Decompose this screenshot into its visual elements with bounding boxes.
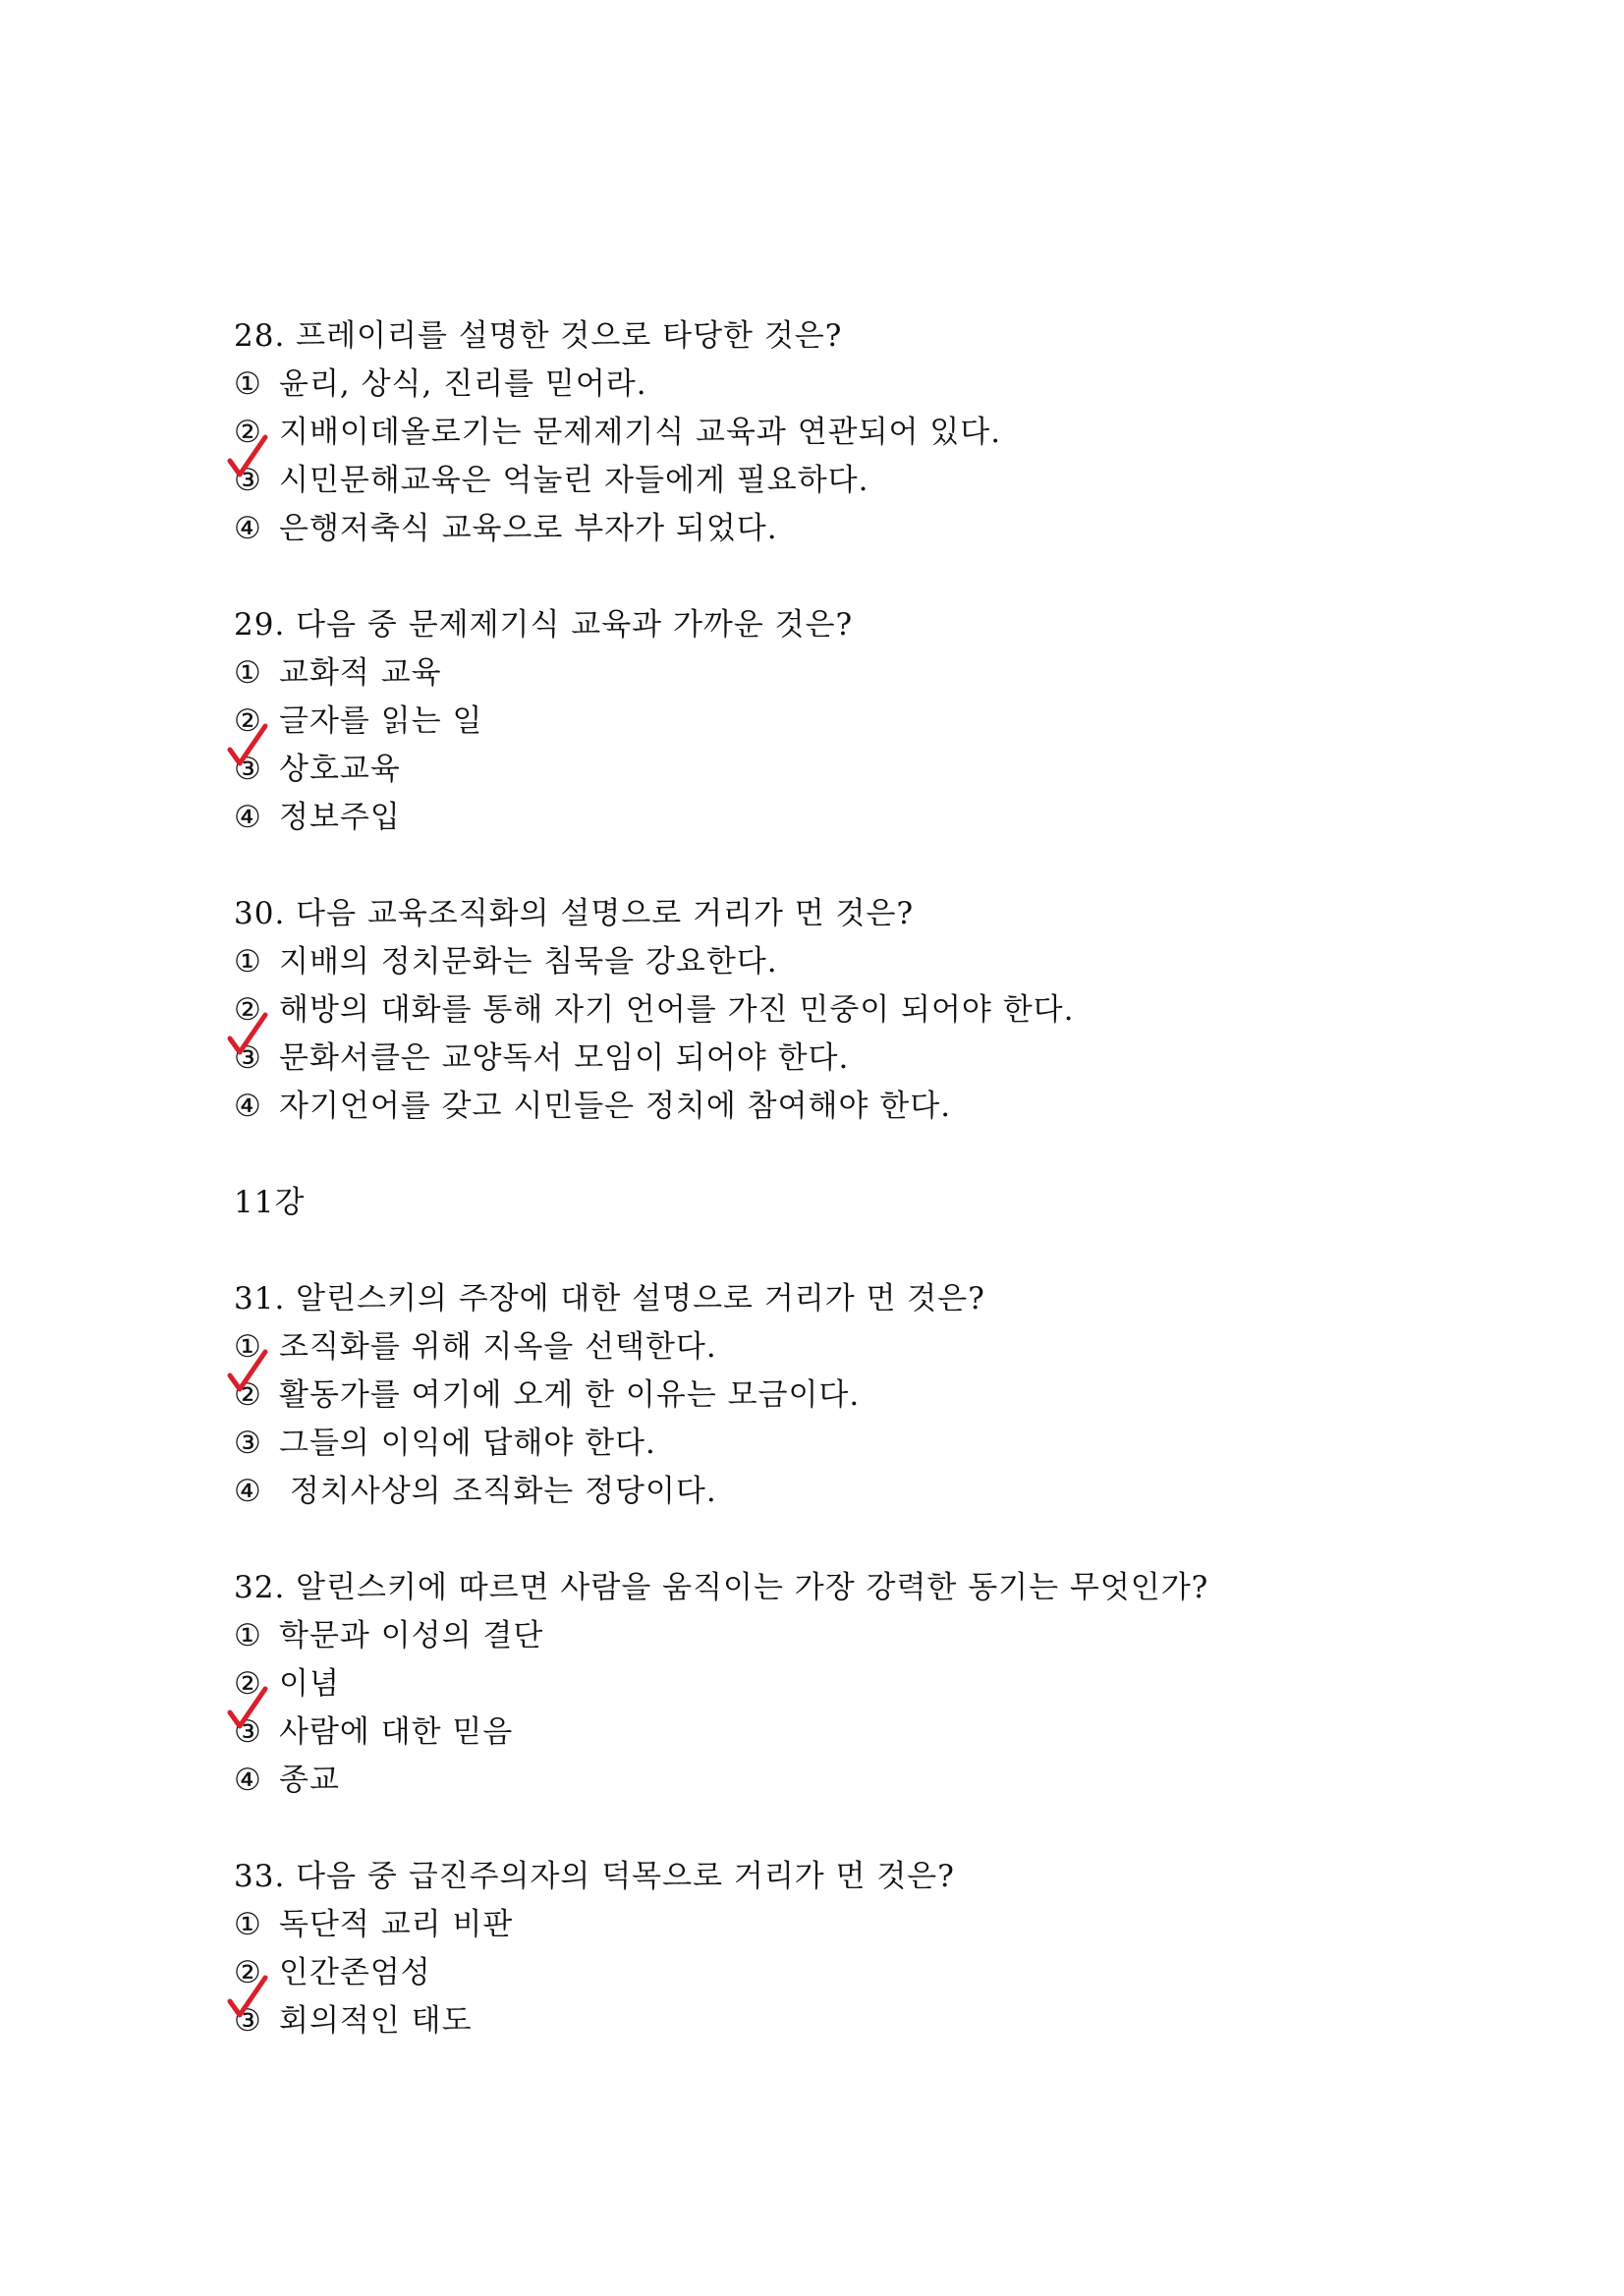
blank-line [234,1516,1511,1564]
option-text: 종교 [279,1763,340,1798]
option-number: ④ [234,1763,262,1798]
question-block [234,312,1511,553]
option-text: 인간존엄성 [279,1955,431,1990]
option-text: 독단적 교리 비판 [279,1907,514,1942]
option-text: 이념 [279,1666,340,1702]
answer-option [234,1997,1511,2045]
option-text: 조직화를 위해 지옥을 선택한다. [279,1329,717,1365]
question-text: 28. 프레이리를 설명한 것으로 타당한 것은? [234,318,843,354]
section-heading: 11강 [234,1185,306,1220]
answer-option [234,746,1511,794]
answer-option [234,698,1511,746]
option-number: ④ [234,1474,262,1509]
option-number: ① [234,1329,262,1365]
answer-option [234,1660,1511,1708]
blank-line [234,1227,1511,1275]
answer-option [234,505,1511,553]
answer-option [234,1323,1511,1372]
option-text: 지배이데올로기는 문제제기식 교육과 연관되어 있다. [279,415,1002,450]
question-block [234,1275,1511,1516]
question-block [234,1564,1511,1805]
option-number: ② [234,703,262,739]
question-text: 33. 다음 중 급진주의자의 덕목으로 거리가 먼 것은? [234,1859,955,1894]
answer-option [234,1035,1511,1083]
option-text: 그들의 이익에 답해야 한다. [279,1426,656,1461]
option-text: 정보주입 [279,800,401,835]
blank-line [234,1805,1511,1853]
answer-option [234,1757,1511,1805]
option-text: 교화적 교육 [279,655,442,691]
question-block [234,601,1511,842]
option-number: ② [234,415,262,450]
answer-option [234,938,1511,986]
question-text: 30. 다음 교육조직화의 설명으로 거리가 먼 것은? [234,896,915,931]
answer-option [234,1372,1511,1420]
option-number: ② [234,1666,262,1702]
option-text: 학문과 이성의 결단 [279,1618,544,1653]
option-number: ② [234,992,262,1028]
option-number: ① [234,366,262,402]
option-number: ④ [234,800,262,835]
option-number: ① [234,655,262,691]
option-text: 지배의 정치문화는 침묵을 강요한다. [279,944,778,980]
answer-option [234,1612,1511,1660]
option-number: ③ [234,1426,262,1461]
option-number: ① [234,944,262,980]
answer-option [234,1420,1511,1468]
option-number: ② [234,1955,262,1990]
section-block [234,1179,1511,1227]
option-text: 시민문해교육은 억눌린 자들에게 필요하다. [279,463,869,498]
answer-option [234,1949,1511,1997]
answer-option [234,409,1511,457]
option-text: 상호교육 [279,752,401,787]
blank-line [234,1131,1511,1179]
answer-option [234,986,1511,1035]
answer-option [234,794,1511,842]
option-number: ③ [234,2003,262,2039]
answer-option [234,649,1511,698]
option-number: ③ [234,1040,262,1076]
blank-line [234,553,1511,601]
answer-option [234,361,1511,409]
option-number: ② [234,1377,262,1413]
option-text: 사람에 대한 믿음 [279,1714,514,1750]
option-text: 활동가를 여기에 오게 한 이유는 모금이다. [279,1377,861,1413]
answer-option [234,457,1511,505]
question-block [234,890,1511,1131]
option-text: 문화서클은 교양독서 모임이 되어야 한다. [279,1040,850,1076]
option-number: ④ [234,1089,262,1124]
option-text: 해방의 대화를 통해 자기 언어를 가진 민중이 되어야 한다. [279,992,1075,1028]
question-text: 32. 알린스키에 따르면 사람을 움직이는 가장 강력한 동기는 무엇인가? [234,1570,1209,1605]
question-block [234,1853,1511,2045]
option-text: 회의적인 태도 [279,2003,473,2039]
answer-option [234,1083,1511,1131]
option-number: ③ [234,463,262,498]
quiz-content [234,312,1511,2045]
option-text: 윤리, 상식, 진리를 믿어라. [279,366,647,402]
option-number: ① [234,1618,262,1653]
option-text: 자기언어를 갖고 시민들은 정치에 참여해야 한다. [279,1089,952,1124]
blank-line [234,842,1511,890]
option-text: 정치사상의 조직화는 정당이다. [279,1474,717,1509]
option-number: ③ [234,752,262,787]
option-number: ③ [234,1714,262,1750]
option-text: 은행저축식 교육으로 부자가 되었다. [279,511,778,546]
option-number: ④ [234,511,262,546]
answer-option [234,1901,1511,1949]
option-text: 글자를 읽는 일 [279,703,483,739]
question-text: 31. 알린스키의 주장에 대한 설명으로 거리가 먼 것은? [234,1281,985,1316]
answer-option [234,1468,1511,1516]
question-text: 29. 다음 중 문제제기식 교육과 가까운 것은? [234,607,854,643]
option-number: ① [234,1907,262,1942]
answer-option [234,1708,1511,1757]
